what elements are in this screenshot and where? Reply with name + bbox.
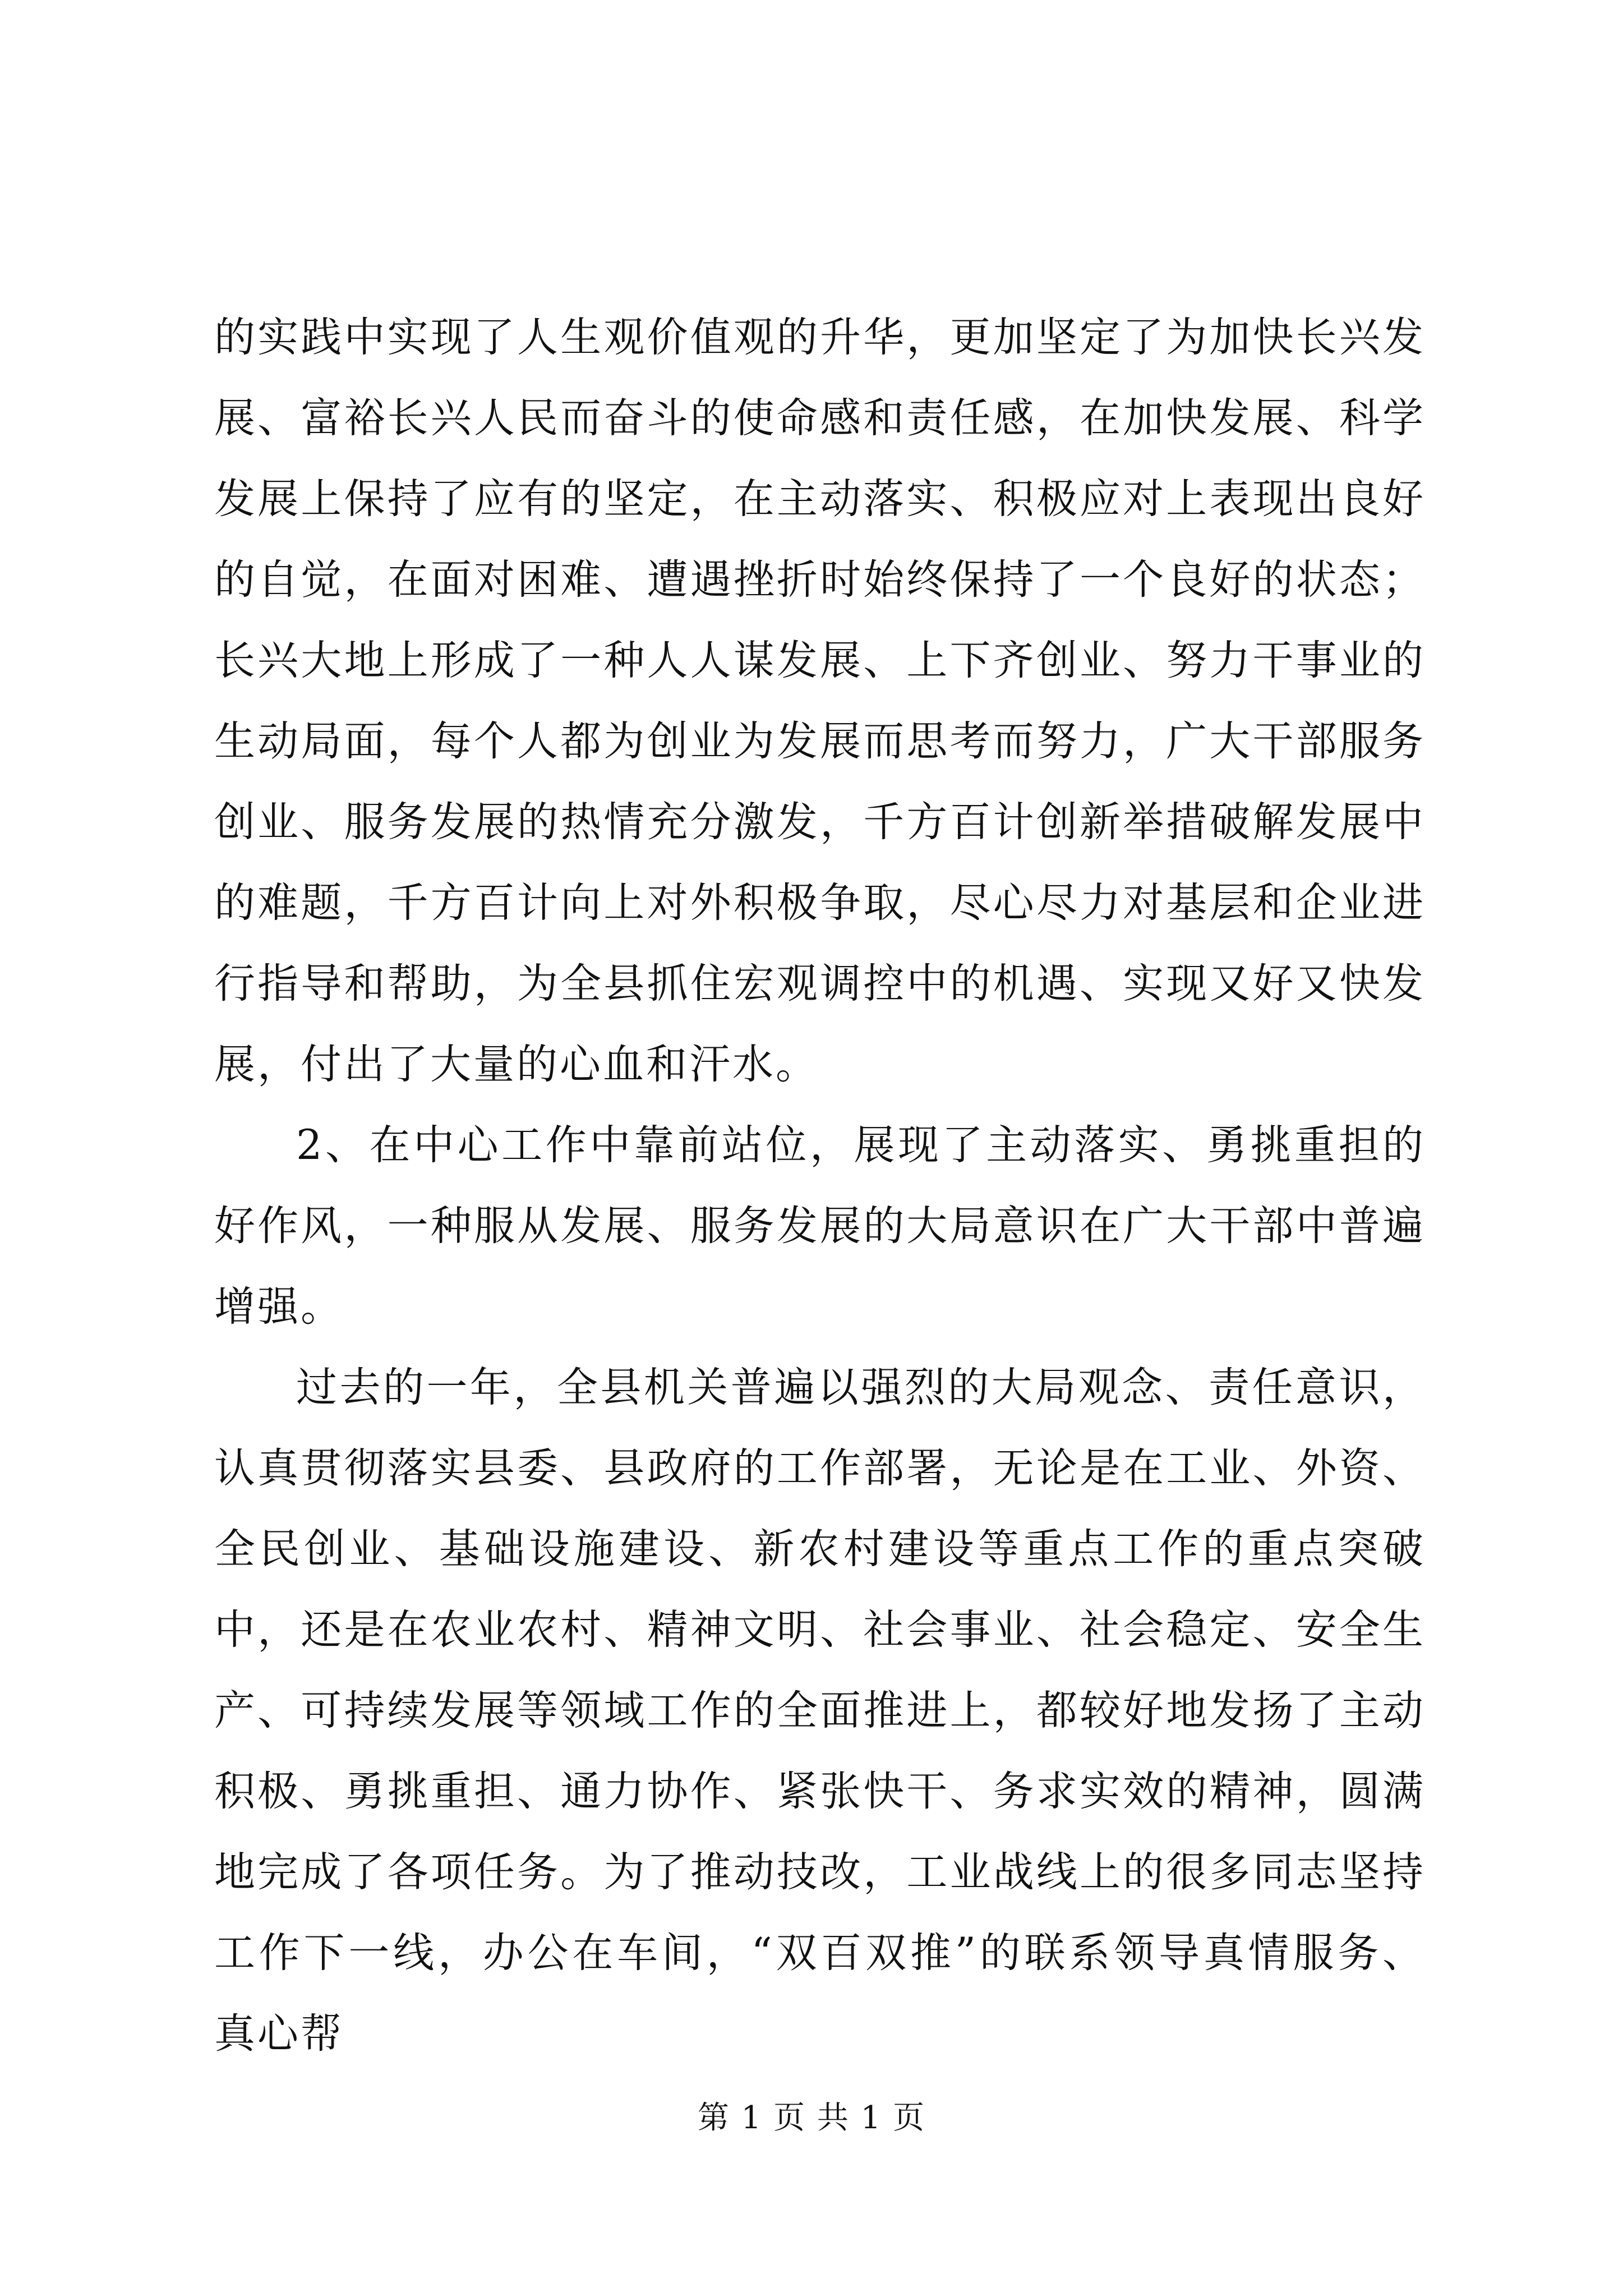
paragraph-section-heading: 2、在中心工作中靠前站位，展现了主动落实、勇挑重担的好作风，一种服从发展、服务发展的大局意识在广大干部中普遍增强。 [214,1121,1426,1331]
paragraph-body: 过去的一年，全县机关普遍以强烈的大局观念、责任意识，认真贯彻落实县委、县政府的工作部署，无论是在工业、外资、全民创业、基础设施建设、新农村建设等重点工作的重点突破中，还是在农业农村、精神文明、社会事业、社会稳定、安全生产、可持续发展等领域工作的全面推进上，都较好地发扬了主动积极、勇挑重担、通力协作、紧张快干、务求实效的精神，圆满地完成了各项任务。为了推动技改，工业战线上的很多同志坚持工作下一线，办公在车间，“双百双推”的联系领导真情服务、真心帮 [214,1364,1426,2058]
page-footer: 第 1 页 共 1 页 [697,2100,926,2136]
document-body [214,297,1426,2074]
paragraph-continuation: 的实践中实现了人生观价值观的升华，更加坚定了为加快长兴发展、富裕长兴人民而奋斗的使命感和责任感，在加快发展、科学发展上保持了应有的坚定，在主动落实、积极应对上表现出良好的自觉，在面对困难、遭遇挫折时始终保持了一个良好的状态；长兴大地上形成了一种人人谋发展、上下齐创业、努力干事业的生动局面，每个人都为创业为发展而思考而努力，广大干部服务创业、服务发展的热情充分激发，千方百计创新举措破解发展中的难题，千方百计向上对外积极争取，尽心尽力对基层和企业进行指导和帮助，为全县抓住宏观调控中的机遇、实现又好又快发展，付出了大量的心血和汗水。 [214,314,1426,1088]
